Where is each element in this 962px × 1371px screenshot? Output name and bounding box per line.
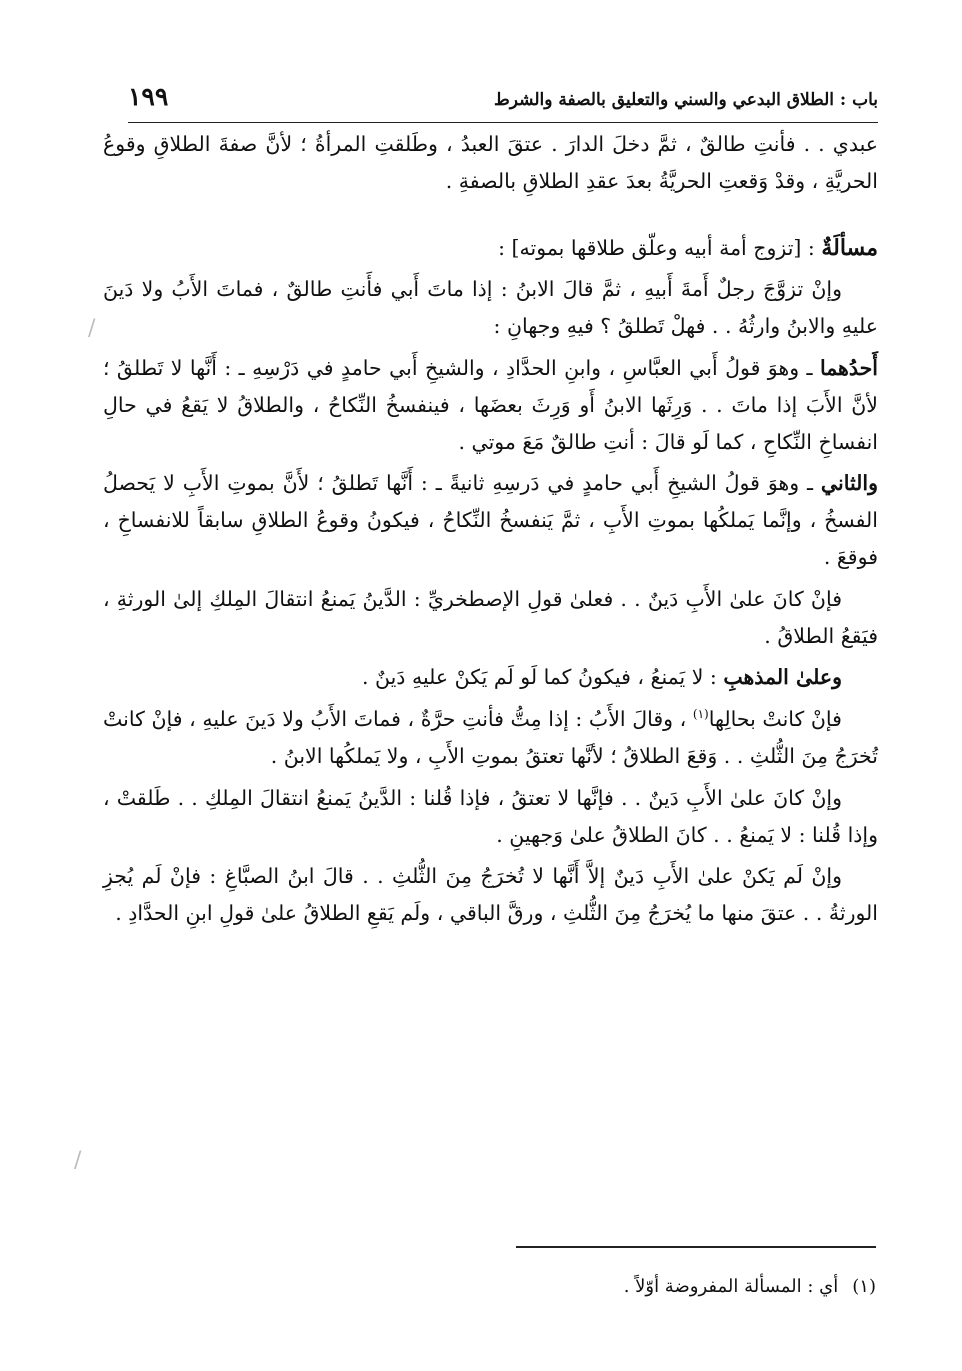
masala-label: مسألَةٌ	[821, 234, 878, 261]
page-header	[128, 82, 878, 123]
running-title: باب : الطلاق البدعي والسني والتعليق بالصفة والشرط	[494, 90, 878, 110]
paragraph-text: فإنْ كانتْ بحالِها	[708, 707, 842, 732]
paragraph-text: فإنْ كانَ علىٰ الأَبِ دَينٌ . . فعلىٰ قولِ الإصطخريِّ : الدَّينُ يَمنعُ انتقالَ المِلكِ إلىٰ الورثةِ ، فيَقعُ الطلاقُ .	[103, 586, 878, 648]
paragraph	[103, 350, 878, 460]
footnote-ref: (١)	[692, 707, 709, 722]
footnote	[624, 1276, 876, 1297]
footnote-text: أي : المسألة المفروضة أوّلاً .	[623, 1276, 839, 1297]
paragraph-text: وإنْ تزوَّجَ رجلٌ أَمةَ أَبيهِ ، ثمَّ قالَ الابنُ : إذا ماتَ أَبي فأَنتِ طالقٌ ، فماتَ الأَبُ ولا دَينَ عليهِ والابنُ وارثُهُ . . فهلْ تَطلقُ ؟ فيهِ وجهانِ :	[103, 277, 878, 339]
paragraph	[103, 659, 878, 696]
footnote-divider	[516, 1246, 876, 1248]
paragraph-text: عبدي . . فأنتِ طالقٌ ، ثمَّ دخلَ الدارَ . عتقَ العبدُ ، وطَلقتِ المرأةُ ؛ لأنَّ صفةَ الطلاقِ وقوعُ الحريَّةِ ، وقدْ وَقعتِ الحريَّةُ بعدَ عقدِ الطلاقِ بالصفةِ .	[103, 132, 878, 193]
paragraph	[103, 126, 878, 200]
paragraph-text: ، وقالَ الأَبُ : إذا مِتُّ فأنتِ حرَّةٌ ، فماتَ الأَبُ ولا دَينَ عليهِ ، فإنْ كانتْ تُخرَجُ مِنَ الثُّلثِ . . وَقعَ الطلاقُ ؛ لأنَّها تعتقُ بموتِ الأَبِ ، ولا يَملكُها الابنُ .	[103, 707, 878, 768]
paragraph-text: : لا يَمنعُ ، فيكونُ كما لَو لَم يَكنْ عليهِ دَينٌ .	[361, 665, 724, 690]
margin-mark: /	[88, 316, 96, 341]
paragraph-text: وإنْ كانَ علىٰ الأَبِ دَينٌ . . فإنَّها لا تعتقُ ، فإذا قُلنا : الدَّينُ يَمنعُ انتقالَ المِلكِ . . طَلقتْ ، وإذا قُلنا : لا يَمنعُ . . كانَ الطلاقُ علىٰ وَجهينِ .	[103, 785, 878, 847]
paragraph-text: ـ وهوَ قولُ الشيخِ أَبي حامدٍ في دَرسِهِ ثانيةً ـ : أَنَّها تَطلقُ ؛ لأَنَّ بموتِ الأَبِ لا يَحصلُ الفسخُ ، وإنَّما يَملكُها بموتِ الأَبِ ، ثمَّ يَنفسخُ النِّكاحُ ، فيكونُ وقوعُ الطلاقِ سابقاً للانفساخِ ، فوقعَ .	[103, 471, 878, 569]
margin-mark: /	[74, 1148, 82, 1173]
paragraph-text: وإنْ لَم يَكنْ علىٰ الأَبِ دَينٌ إلاَّ أَنَّها لا تُخرَجُ مِنَ الثُّلثِ . . قالَ ابنُ الصبَّاغِ : فإنْ لَم يُجزِ الورثةُ . . عتقَ منها ما يُخرَجُ مِنَ الثُّلثِ ، ورقَّ الباقي ، ولَم يَقعِ الطلاقُ علىٰ قولِ ابنِ الحدَّادِ .	[103, 864, 878, 926]
paragraph	[103, 858, 878, 932]
paragraph	[103, 581, 878, 655]
masala-heading	[103, 230, 878, 267]
paragraph	[103, 271, 878, 345]
paragraph	[103, 465, 878, 575]
paragraph-label: أَحدُهما	[819, 355, 878, 380]
paragraph-label: والثاني	[820, 471, 878, 496]
paragraph	[103, 780, 878, 854]
page-number: ١٩٩	[128, 82, 169, 111]
page-body	[103, 126, 878, 932]
paragraph-label: وعلىٰ المذهبِ	[723, 665, 842, 690]
paragraph	[103, 701, 878, 775]
masala-title: : [تزوج أمة أبيه وعلّق طلاقها بموته] :	[498, 235, 822, 260]
footnote-number: (١)	[852, 1276, 876, 1297]
paragraph-text: ـ وهوَ قولُ أَبي العبَّاسِ ، وابنِ الحدَّادِ ، والشيخِ أَبي حامدٍ في دَرْسِهِ ـ : أَنَّها لا تَطلقُ ؛ لأنَّ الأَبَ إذا ماتَ . . وَرِثَها الابنُ أَو وَرِثَ بعضَها ، فينفسخُ النِّكاحُ ، والطلاقُ لا يَقعُ في حالِ انفساخِ النِّكاحِ ، كما لَو قالَ : أنتِ طالقٌ مَعَ موتي .	[103, 355, 878, 454]
